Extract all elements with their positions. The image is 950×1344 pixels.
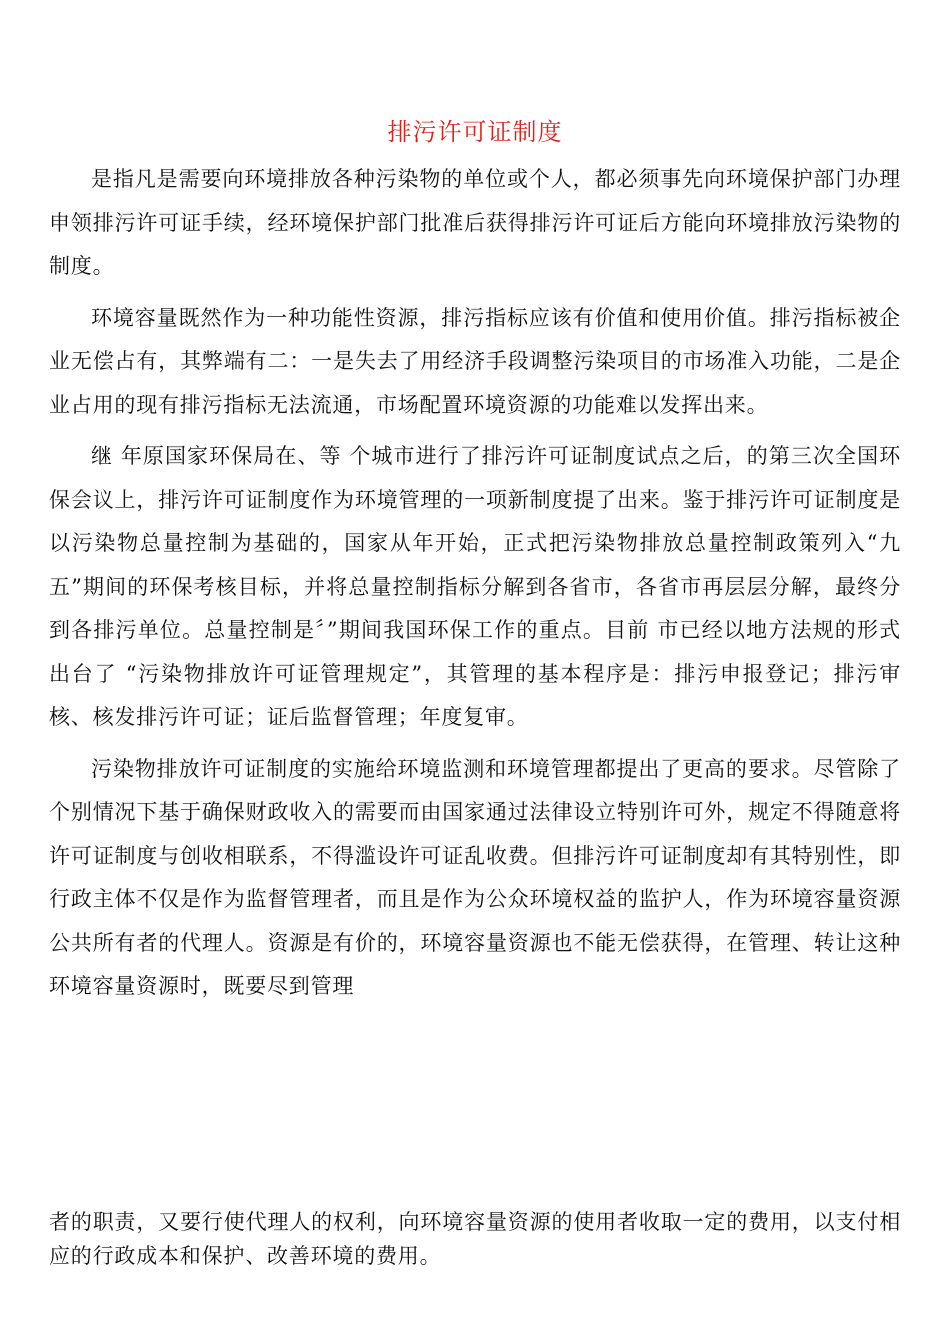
document-title: 排污许可证制度 (387, 118, 563, 146)
paragraph-continuation: 者的职责，又要行使代理人的权利，向环境容量资源的使用者收取一定的费用，以支付相应的行政成本和保护、改善环境的费用。 (49, 1210, 901, 1268)
paragraph-definition: 是指凡是需要向环境排放各种污染物的单位或个人，都必须事先向环境保护部门办理申领排污许可证手续，经环境保护部门批准后获得排污许可证后方能向环境排放污染物的制度。 (49, 167, 901, 278)
continuation-block (49, 1205, 901, 1273)
paragraph-environmental-capacity: 环境容量既然作为一种功能性资源，排污指标应该有价值和使用价值。排污指标被企业无偿占有，其弊端有二：一是失去了用经济手段调整污染项目的市场准入功能，二是企业占用的现有排污指标无法流通，市场配置环境资源的功能难以发挥出来。 (49, 305, 901, 417)
paragraph-history: 继 年原国家环保局在、等 个城市进行了排污许可证制度试点之后，的第三次全国环保会议上，排污许可证制度作为环境管理的一项新制度提了出来。鉴于排污许可证制度是以污染物总量控制为基础的，国家从年开始，正式把污染物排放总量控制政策列入“九五”期间的环保考核目标，并将总量控制指标分解到各省市，各省市再层层分解，最终分到各排污单位。总量控制是〞”期间我国环保工作的重点。目前 市已经以地方法规的形式出台了 “污染物排放许可证管理规定”，其管理的基本程序是：排污申报登记；排污审核、核发排污许可证；证后监督管理；年度复审。 (49, 444, 901, 729)
document-body (49, 158, 901, 1009)
paragraph-requirements: 污染物排放许可证制度的实施给环境监测和环境管理都提出了更高的要求。尽管除了个别情况下基于确保财政收入的需要而由国家通过法律设立特别许可外，规定不得随意将许可证制度与创收相联系，不得滥设许可证乱收费。但排污许可证制度却有其特别性，即行政主体不仅是作为监督管理者，而且是作为公众环境权益的监护人，作为环境容量资源公共所有者的代理人。资源是有价的，环境容量资源也不能无偿获得，在管理、转让这种环境容量资源时，既要尽到管理 (49, 756, 901, 998)
